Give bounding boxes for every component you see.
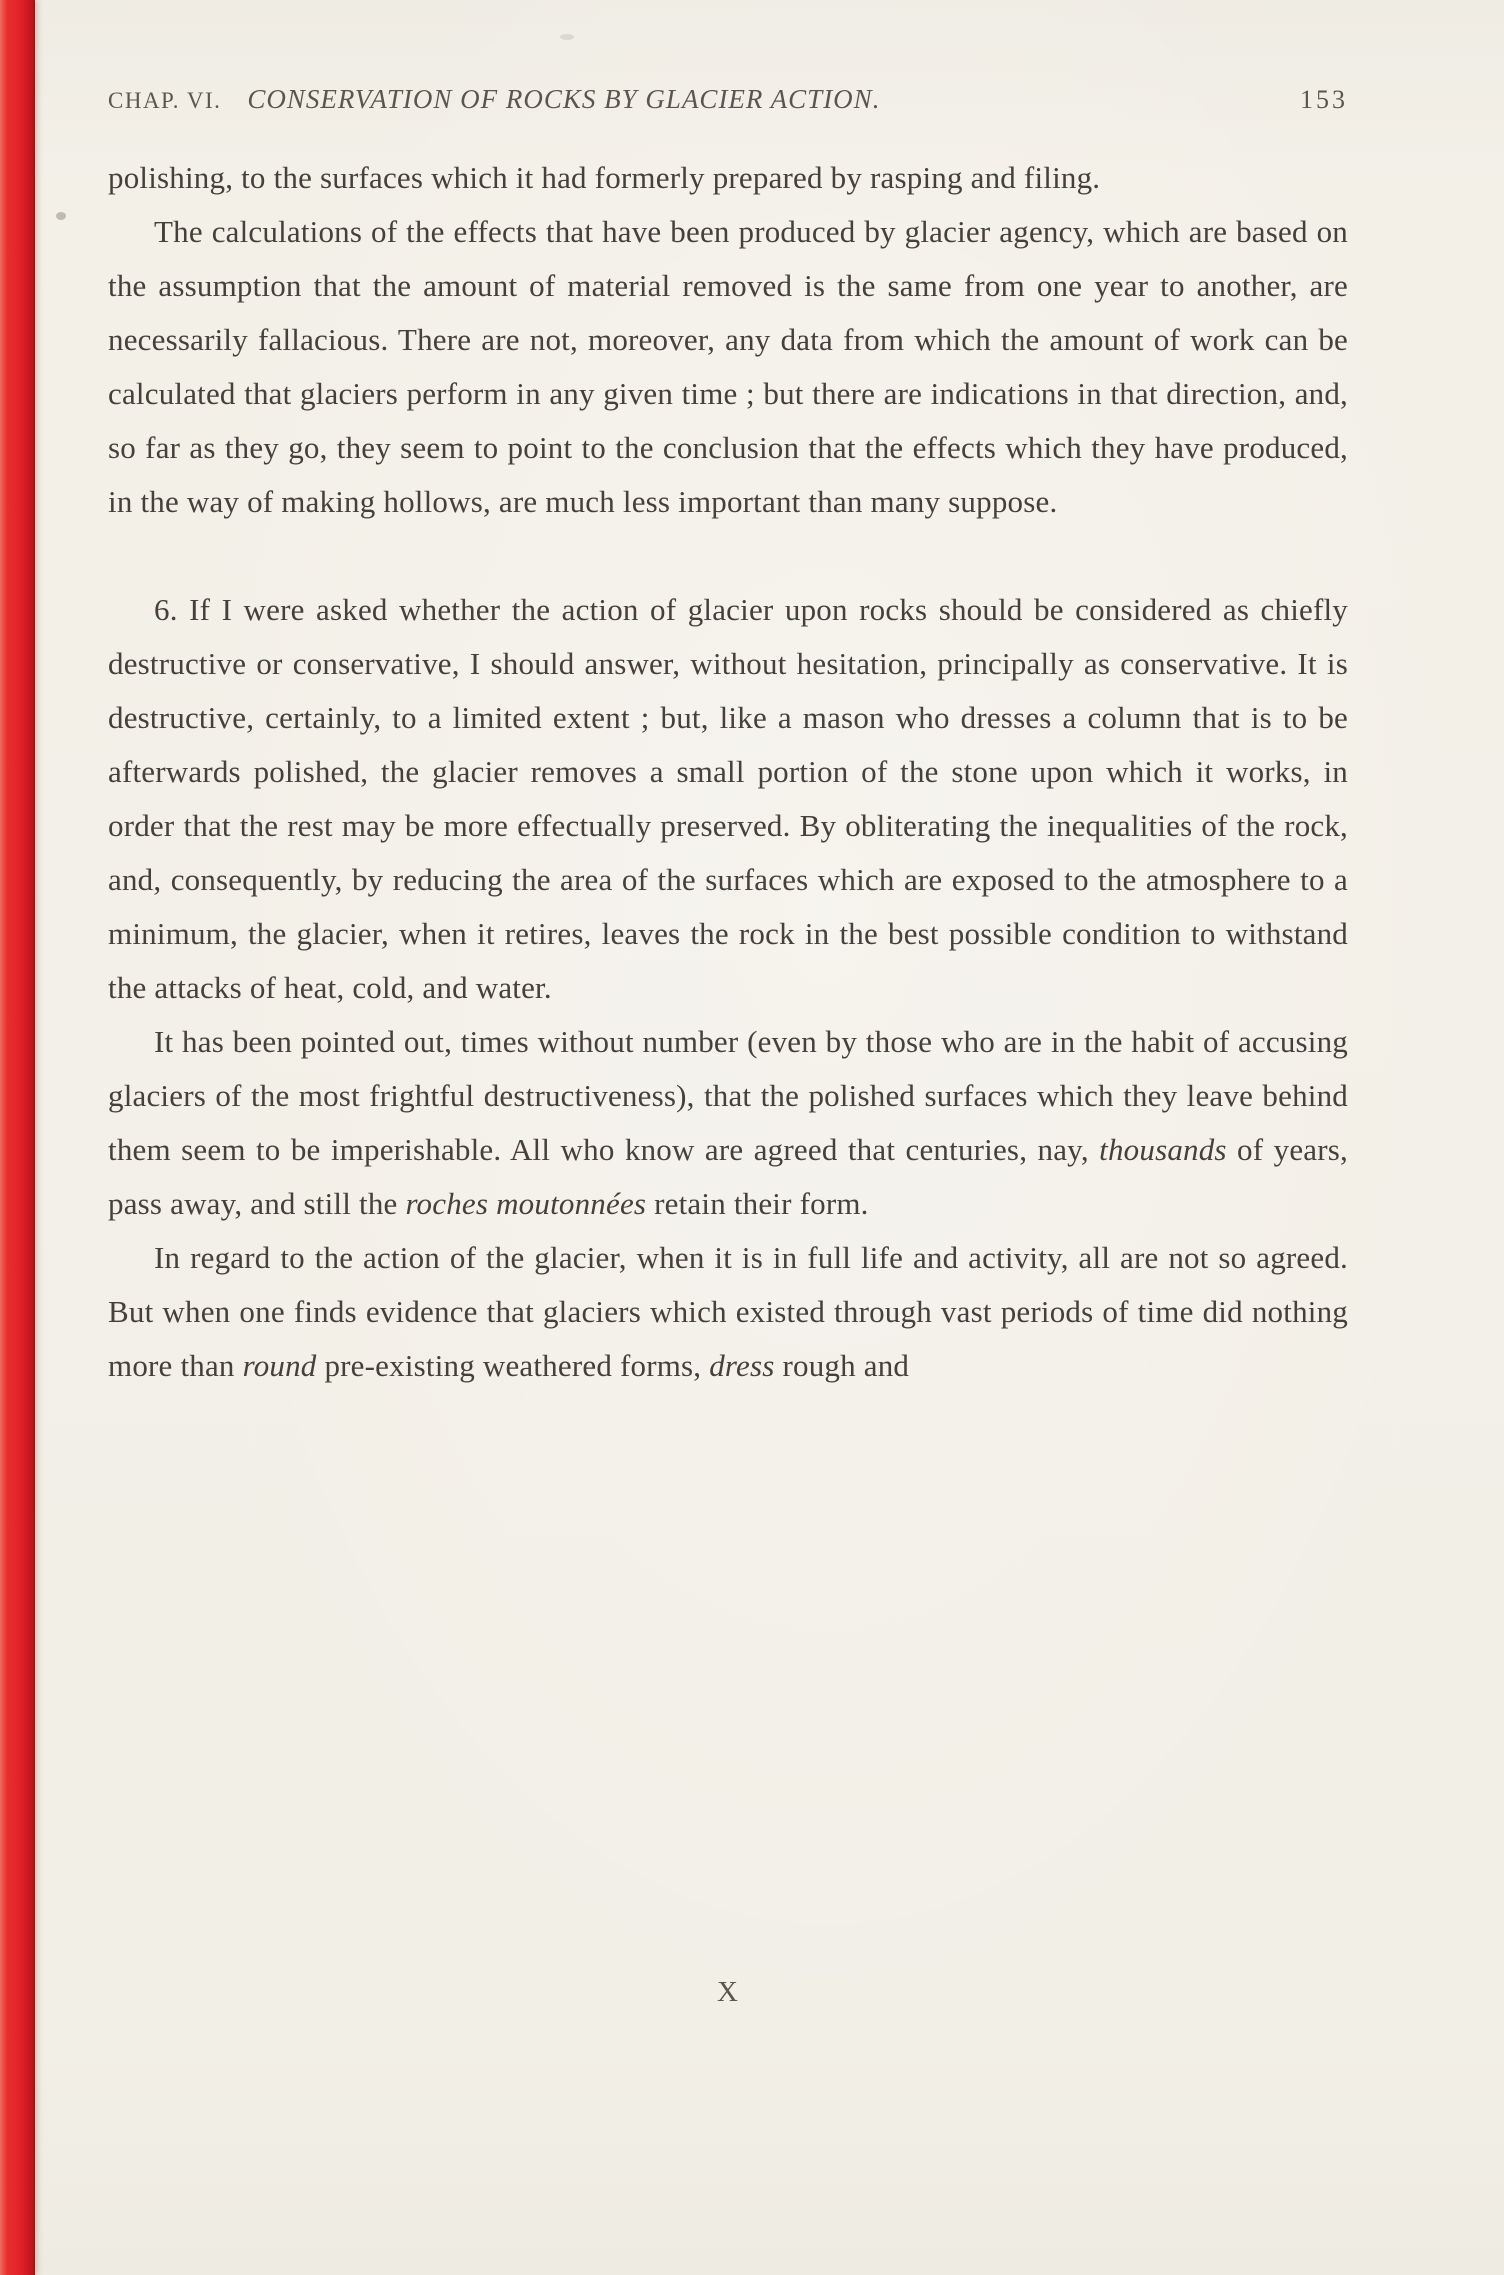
text-segment-italic: roches moutonnées <box>405 1186 647 1221</box>
body-text <box>108 151 1348 1393</box>
paragraph <box>108 1231 1348 1393</box>
text-segment: rough and <box>774 1348 910 1383</box>
paragraph <box>108 1015 1348 1231</box>
text-segment: In regard to the action of the glacier, when it is in full life and activity, all are not so agreed. But when one finds evidence that glaciers which existed through vast periods of time did nothing more than <box>108 1240 1348 1383</box>
text-segment: of years, pass away, and still the <box>108 1132 1348 1221</box>
signature-mark: X <box>717 1976 739 2008</box>
text-segment-italic: dress <box>709 1348 775 1383</box>
paragraph-section-6 <box>108 583 1348 1015</box>
chapter-label: CHAP. VI. <box>108 88 222 113</box>
text-segment: The calculations of the effects that have been produced by glacier agency, which are based on the assumption that the amount of material removed is the same from one year to another, are necessarily fallacious. There are not, moreover, any data from which the amount of work can be calculated that glaciers perform in any given time ; but there are indications in that direction, and, so far as they go, they seem to point to the conclusion that the effects which they have produced, in the way of making hollows, are much less important than many suppose. <box>108 214 1348 519</box>
scan-speck <box>560 34 574 40</box>
scan-speck <box>56 212 66 220</box>
page-header <box>108 84 1348 115</box>
text-segment-italic: thousands <box>1099 1132 1227 1167</box>
text-segment-italic: round <box>242 1348 317 1383</box>
running-title: CONSERVATION OF ROCKS BY GLACIER ACTION. <box>247 84 881 114</box>
text-segment: 6. If I were asked whether the action of glacier upon rocks should be considered as chiefly destructive or conservative, I should answer, without hesitation, principally as conservative. It is destructive, certainly, to a limited extent ; but, like a mason who dresses a column that is to be afterwards polished, the glacier removes a small portion of the stone upon which it works, in order that the rest may be more effectually preserved. By obliterating the inequalities of the rock, and, consequently, by reducing the area of the surfaces which are exposed to the atmosphere to a minimum, the glacier, when it retires, leaves the rock in the best possible condition to withstand the attacks of heat, cold, and water. <box>108 592 1348 1005</box>
text-segment: polishing, to the surfaces which it had formerly prepared by rasping and filing. <box>108 160 1101 195</box>
text-segment: It has been pointed out, times without number (even by those who are in the habit of accusing glaciers of the most frightful destructiveness), that the polished surfaces which they leave behind them seem to be imperishable. All who know are agreed that centuries, nay, <box>108 1024 1348 1167</box>
paragraph <box>108 151 1348 205</box>
text-segment: pre-existing weathered forms, <box>316 1348 710 1383</box>
book-edge-strip <box>0 0 35 2275</box>
page-number: 153 <box>1300 85 1348 114</box>
text-segment: retain their form. <box>646 1186 869 1221</box>
page-content <box>108 84 1348 1393</box>
paragraph <box>108 205 1348 529</box>
